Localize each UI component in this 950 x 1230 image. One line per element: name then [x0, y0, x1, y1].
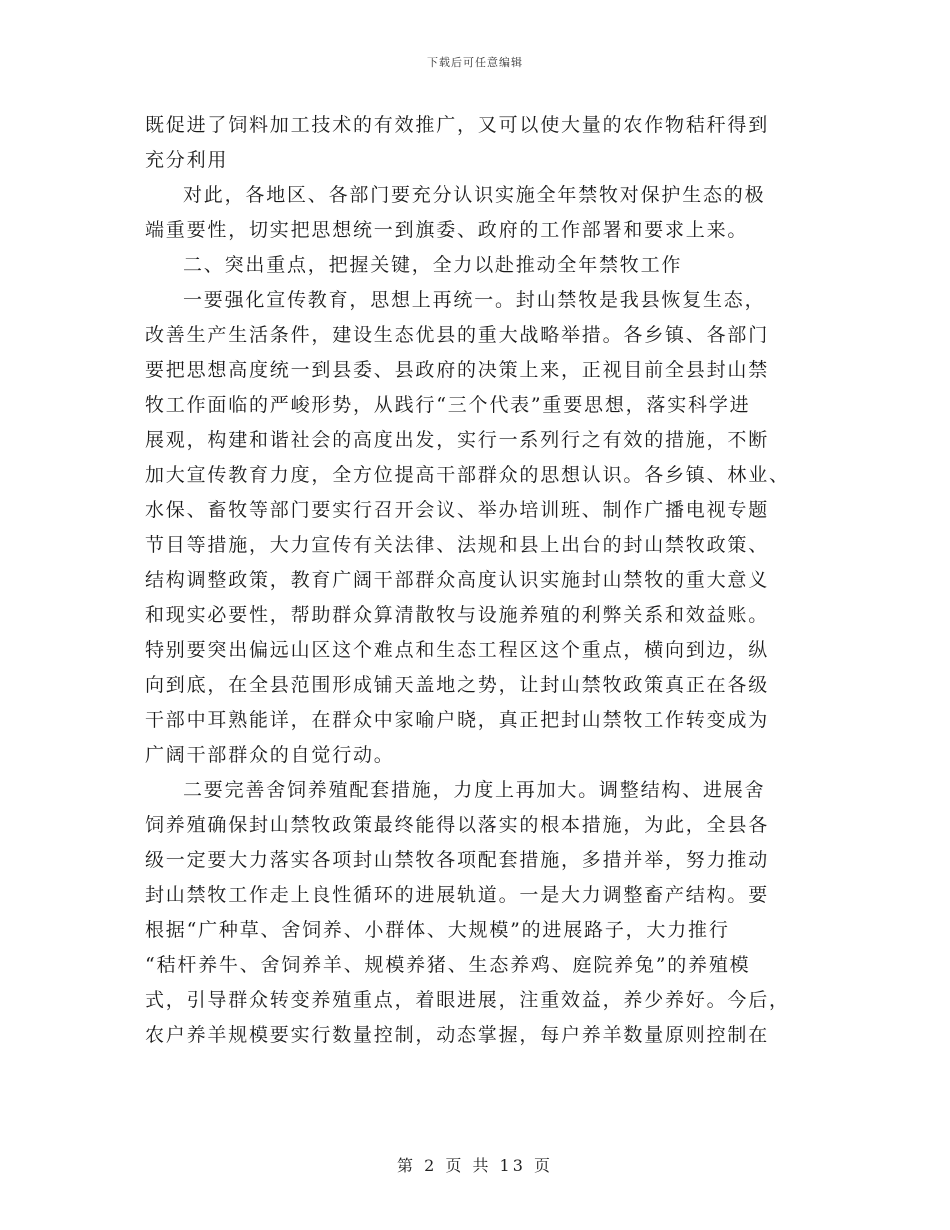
text-line: 饲养殖确保封山禁牧政策最终能得以落实的根本措施，为此，全县各	[145, 814, 770, 836]
text-line: 牧工作面临的严峻形势，从践行“三个代表”重要思想，落实科学进	[145, 394, 751, 416]
text-line: 节目等措施，大力宣传有关法律、法规和县上出台的封山禁牧政策、	[145, 534, 770, 556]
document-body	[145, 108, 805, 1053]
text-line: 根据“广种草、舍饲养、小群体、大规模”的进展路子，大力推行	[145, 919, 730, 941]
text-line: 和现实必要性，帮助群众算清散牧与设施养殖的利弊关系和效益账。	[145, 604, 770, 626]
text-line: 二、突出重点，把握关键，全力以赴推动全年禁牧工作	[183, 254, 683, 276]
text-line: 一要强化宣传教育，思想上再统一。封山禁牧是我县恢复生态，	[183, 289, 766, 311]
text-line: 水保、畜牧等部门要实行召开会议、举办培训班、制作广播电视专题	[145, 499, 770, 521]
text-line: 特别要突出偏远山区这个难点和生态工程区这个重点，横向到边，纵	[145, 639, 770, 661]
text-line: 结构调整政策，教育广阔干部群众高度认识实施封山禁牧的重大意义	[145, 569, 770, 591]
page-number-footer: 第 2 页 共 13 页	[397, 1156, 553, 1175]
text-line: 展观，构建和谐社会的高度出发，实行一系列行之有效的措施，不断	[145, 429, 770, 451]
text-line: 对此，各地区、各部门要充分认识实施全年禁牧对保护生态的极	[183, 184, 766, 206]
text-line: 既促进了饲料加工技术的有效推广，又可以使大量的农作物秸秆得到	[145, 114, 770, 136]
text-line: 加大宣传教育力度，全方位提高干部群众的思想认识。各乡镇、林业、	[145, 464, 790, 486]
text-line: 充分利用	[145, 149, 229, 171]
text-line: 干部中耳熟能详，在群众中家喻户晓，真正把封山禁牧工作转变成为	[145, 709, 770, 731]
text-line: 级一定要大力落实各项封山禁牧各项配套措施，多措并举，努力推动	[145, 849, 770, 871]
text-line: 改善生产生活条件，建设生态优县的重大战略举措。各乡镇、各部门	[145, 324, 770, 346]
text-line: 要把思想高度统一到县委、县政府的决策上来，正视目前全县封山禁	[145, 359, 770, 381]
text-line: “秸杆养牛、舍饲养羊、规模养猪、生态养鸡、庭院养兔”的养殖模	[145, 954, 751, 976]
text-line: 向到底，在全县范围形成铺天盖地之势，让封山禁牧政策真正在各级	[145, 674, 770, 696]
text-line: 二要完善舍饲养殖配套措施，力度上再加大。调整结构、进展舍	[183, 779, 766, 801]
page-header: 下载后可任意编辑	[427, 56, 523, 69]
text-line: 封山禁牧工作走上良性循环的进展轨道。一是大力调整畜产结构。要	[145, 884, 770, 906]
text-line: 式，引导群众转变养殖重点，着眼进展，注重效益，养少养好。今后，	[145, 989, 790, 1011]
text-line: 广阔干部群众的自觉行动。	[145, 744, 395, 766]
text-line: 端重要性，切实把思想统一到旗委、政府的工作部署和要求上来。	[145, 219, 749, 241]
text-line: 农户养羊规模要实行数量控制，动态掌握，每户养羊数量原则控制在	[145, 1024, 770, 1046]
